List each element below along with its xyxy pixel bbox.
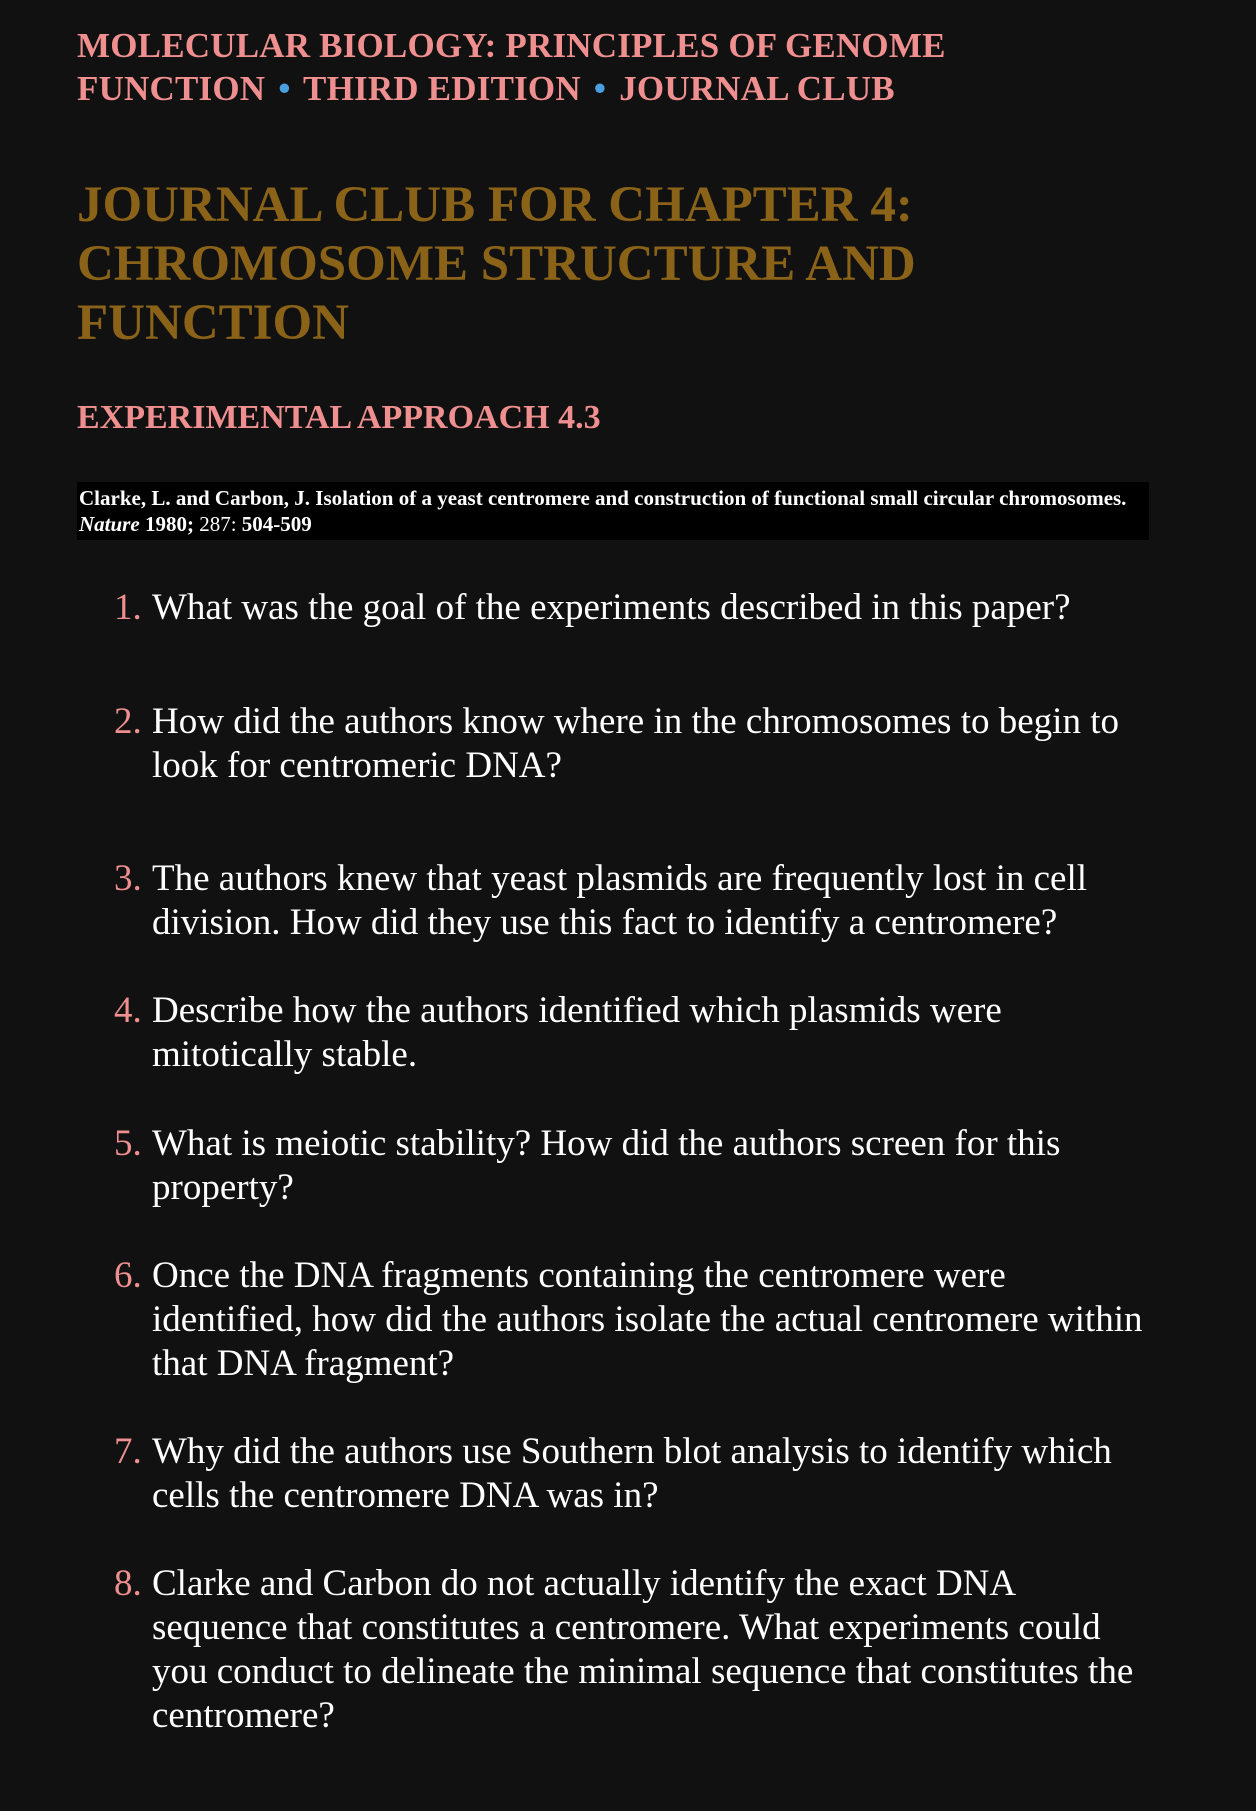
question-item bbox=[114, 1122, 1154, 1210]
header-edition: THIRD EDITION bbox=[303, 69, 581, 108]
citation-journal: Nature bbox=[79, 512, 140, 536]
section-subtitle: EXPERIMENTAL APPROACH 4.3 bbox=[77, 399, 601, 436]
question-text: How did the authors know where in the chromosomes to begin to look for centromeric DNA? bbox=[152, 701, 1119, 786]
question-item bbox=[114, 700, 1154, 788]
question-number: 1. bbox=[114, 587, 142, 628]
question-number: 5. bbox=[114, 1123, 142, 1164]
citation-volume: 287: bbox=[199, 512, 237, 536]
question-text: The authors knew that yeast plasmids are frequently lost in cell division. How did they use this fact to identify a centromere? bbox=[152, 858, 1088, 943]
question-text: Clarke and Carbon do not actually identify the exact DNA sequence that constitutes a centromere. What experiments could you conduct to delineate the minimal sequence that constitutes the centromere? bbox=[152, 1563, 1134, 1736]
header-separator-dot: • bbox=[278, 69, 291, 108]
header-book-title: MOLECULAR BIOLOGY: PRINCIPLES OF GENOME FUNCTION bbox=[77, 26, 946, 108]
question-number: 2. bbox=[114, 701, 142, 742]
question-number: 8. bbox=[114, 1563, 142, 1604]
question-number: 7. bbox=[114, 1431, 142, 1472]
question-number: 3. bbox=[114, 858, 142, 899]
header-separator-dot: • bbox=[593, 69, 607, 108]
paper-citation bbox=[77, 482, 1149, 540]
question-item bbox=[114, 1430, 1154, 1518]
question-item bbox=[114, 1562, 1154, 1738]
citation-pages: 504-509 bbox=[241, 512, 312, 536]
citation-authors-title: Clarke, L. and Carbon, J. Isolation of a yeast centromere and construction of functional small circular chromosomes. bbox=[79, 486, 1127, 510]
citation-year: 1980; bbox=[144, 512, 194, 536]
question-text: What was the goal of the experiments described in this paper? bbox=[152, 587, 1071, 628]
book-header bbox=[77, 24, 1077, 110]
question-text: Why did the authors use Southern blot analysis to identify which cells the centromere DNA was in? bbox=[152, 1431, 1112, 1516]
question-item bbox=[114, 1254, 1154, 1386]
question-text: Describe how the authors identified which plasmids were mitotically stable. bbox=[152, 990, 1002, 1075]
question-text: What is meiotic stability? How did the authors screen for this property? bbox=[152, 1123, 1061, 1208]
question-item bbox=[114, 586, 1154, 630]
question-number: 4. bbox=[114, 990, 142, 1031]
header-section: JOURNAL CLUB bbox=[619, 69, 895, 108]
question-text: Once the DNA fragments containing the centromere were identified, how did the authors isolate the actual centromere within that DNA fragment? bbox=[152, 1255, 1143, 1384]
page-title: JOURNAL CLUB FOR CHAPTER 4: CHROMOSOME STRUCTURE AND FUNCTION bbox=[77, 177, 916, 351]
question-number: 6. bbox=[114, 1255, 142, 1296]
question-item bbox=[114, 989, 1154, 1077]
question-item bbox=[114, 857, 1154, 945]
